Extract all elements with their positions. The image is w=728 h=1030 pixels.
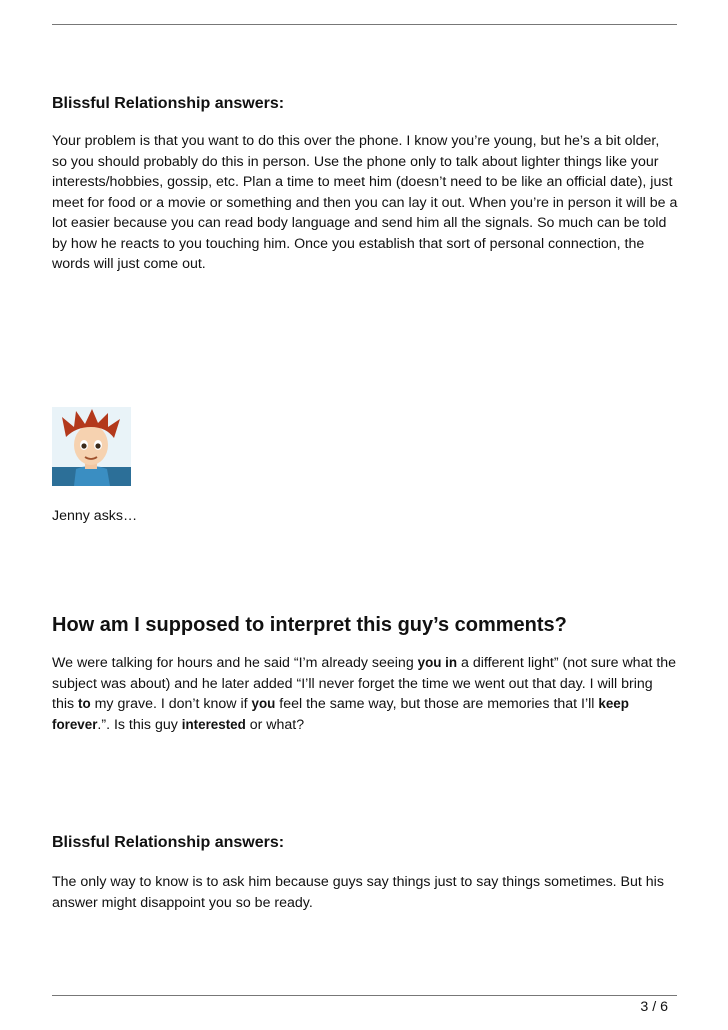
keyword-link[interactable]: you <box>251 696 276 711</box>
answer-text: The only way to know is to ask him because guys say things just to say things sometimes. But his answer might disappoint you so be ready. <box>52 874 664 911</box>
avatar-icon <box>52 407 131 486</box>
question-text: We were talking for hours and he said “I’m already seeing you in a different light” (not sure what the subject was about) and he later added “I’ll never forget the time we went out that day. I will bring this to my grave. I don’t know if you feel the same way, but those are memories that I’ll keep forever.”. Is this guy interested or what? <box>52 655 677 733</box>
answer-heading: Blissful Relationship answers: <box>52 95 285 112</box>
answer-heading: Blissful Relationship answers: <box>52 834 285 851</box>
page-number: 3 / 6 <box>640 999 668 1015</box>
keyword-link[interactable]: interested <box>181 716 246 732</box>
asker-label: Jenny asks… <box>52 508 138 524</box>
answer-text: Your problem is that you want to do this over the phone. I know you’re young, but he’s a bit older, so you should probably do this in person. Use the phone only to talk about lighter things like your interests/hobbies, gossip, etc. Plan a time to meet him (doesn’t need to be like an official date), just meet for food or a movie or something and then you can lay it out. When you’re in person it will be a lot easier because you can read body language and send him all the signals. So much can be told by how he reacts to you touching him. Once you establish that sort of personal connection, the words will just come out. <box>52 133 678 272</box>
header-rule <box>52 24 677 25</box>
keyword-link[interactable]: you in <box>417 655 458 670</box>
keyword-link[interactable]: to <box>78 696 91 711</box>
question-title: How am I supposed to interpret this guy’s comments? <box>52 614 567 636</box>
footer-rule <box>52 995 677 996</box>
keyword-link[interactable]: keep forever <box>52 696 629 732</box>
